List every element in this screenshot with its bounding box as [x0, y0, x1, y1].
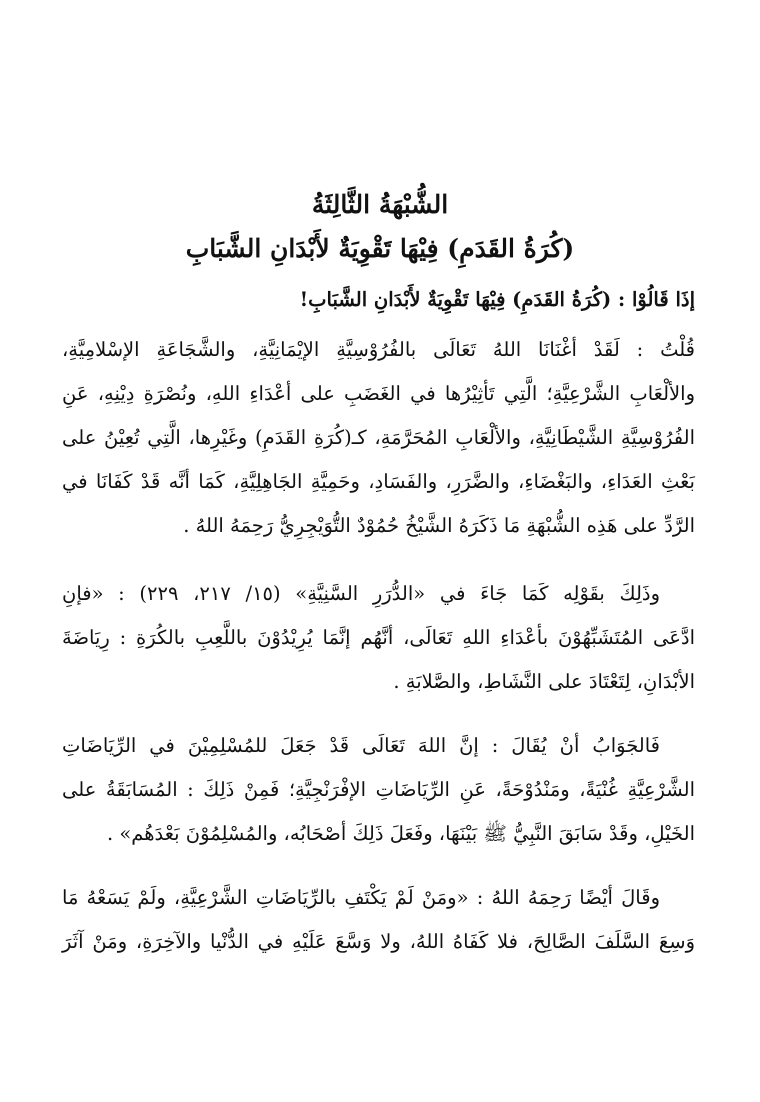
title-block	[60, 185, 700, 269]
text-line-10: فَالجَوَابُ أنْ يُقَالَ : إنَّ اللهَ تَعَالَى قَدْ جَعَلَ للمُسْلِمِيْنَ في الرِّيَاضَاتِ	[62, 734, 660, 757]
text-line-13: وقَالَ أيْضًا رَحِمَهُ اللهُ : «ومَنْ لَمْ يَكْتَفِ بالرِّيَاضَاتِ الشَّرْعِيَّةِ، ولَمْ يَسَعْهُ مَا	[62, 886, 660, 909]
text-line-7: وذَلِكَ بقَوْلِه كَمَا جَاءَ في «الدُّرَرِ السَّنِيَّةِ» (١٥/ ٢١٧، ٢٢٩) : «فإنِ	[62, 582, 660, 605]
text-line-4: الفُرُوْسِيَّةِ الشَّيْطَانِيَّةِ، والألْعَابِ المُحَرَّمَةِ، كـ(كُرَةِ القَدَمِ) وغَيْرِها، الَّتِي تُعِيْنُ على	[62, 426, 695, 449]
text-line-14: وَسِعَ السَّلَفَ الصَّالِحَ، فلا كَفَاهُ اللهُ، ولا وَسَّعَ عَلَيْهِ في الدُّنْيا والآخِرَةِ، ومَنْ آثَرَ	[62, 930, 695, 953]
text-line-5: بَعْثِ العَدَاءِ، والبَغْضَاءِ، والضَّرَرِ، والفَسَادِ، وحَمِيَّةِ الجَاهِلِيَّةِ، كَمَا أنَّه قَدْ كَفَانَا في	[62, 470, 695, 493]
text-line-3: والألْعَابِ الشَّرْعِيَّةِ؛ الَّتِي تَأثِيْرُها في الغَضَبِ على أعْدَاءِ اللهِ، ونُصْرَةِ دِيْنِهِ، عَنِ	[62, 382, 695, 405]
text-line-6: الرَّدِّ على هَذِه الشُّبْهَةِ مَا ذَكَرَهُ الشَّيْخُ حُمُوْدٌ التُّوَيْجِرِيُّ رَحِمَهُ اللهُ .	[183, 514, 695, 537]
page-subtitle: (كُرَةُ القَدَمِ) فِيْهَا تَقْوِيَةٌ لأَبْدَانِ الشَّبَابِ	[185, 234, 575, 263]
text-line-11: الشَّرْعِيَّةِ غُنْيَةً، ومَنْدُوْحَةً، عَنِ الرِّيَاضَاتِ الإفْرَنْجِيَّةِ؛ فَمِنْ ذَلِكَ : المُسَابَقَةُ على	[62, 778, 695, 801]
text-line-9: الأبْدَانِ، لِتَعْتَادَ على النَّشَاطِ، والصَّلابَةِ .	[393, 670, 695, 693]
text-line-2: قُلْتُ : لَقَدْ أغْنَانَا اللهُ تَعَالَى بالفُرُوْسِيَّةِ الإيْمَانِيَّةِ، والشَّجَاعَةِ الإسْلامِيَّةِ،	[62, 338, 695, 361]
text-line-8: ادَّعَى المُتَشَبِّهُوْنَ بأعْدَاءِ اللهِ تَعَالَى، أنَّهُم إنَّمَا يُرِيْدُوْنَ باللَّعِبِ بالكُرَةِ : رِيَاضَةَ	[62, 626, 695, 649]
page-title: الشُّبْهَةُ الثَّالِثَةُ	[311, 190, 449, 219]
text-line-1: إذَا قَالُوْا : (كُرَةُ القَدَمِ) فِيْهَا تَقْوِيَةٌ لأَبْدَانِ الشَّبَابِ!	[299, 288, 695, 311]
text-line-12: الخَيْلِ، وقَدْ سَابَقَ النَّبِيُّ ﷺ بَيْنَهَا، وفَعَلَ ذَلِكَ أصْحَابُه، والمُسْلِمُوْنَ بَعْدَهُم» .	[106, 822, 695, 845]
